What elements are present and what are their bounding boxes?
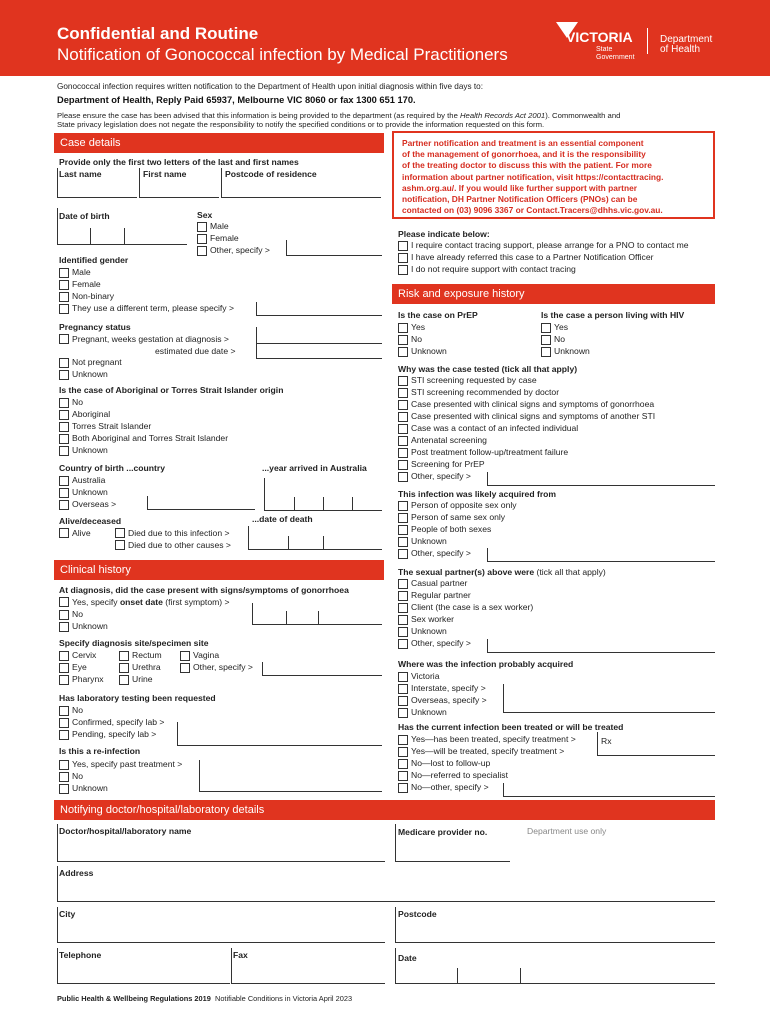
site-col1-2-checkbox[interactable]	[59, 675, 69, 685]
why-tested-1-checkbox[interactable]	[398, 388, 408, 398]
privacy-part-a: Please ensure the case has been advised that this information is being provided to the department (as required by the	[57, 111, 460, 120]
gender-0-checkbox[interactable]	[59, 268, 69, 278]
medicare-label: Medicare provider no.	[398, 827, 488, 837]
fax-field[interactable]	[231, 948, 385, 984]
why-tested-label: Why was the case tested (tick all that apply)	[398, 364, 578, 374]
atsi-0-checkbox[interactable]	[59, 398, 69, 408]
date-divider-2	[520, 968, 521, 984]
logo-state: State	[596, 46, 613, 53]
notice-line: notification, DH Partner Notification Officers (PNOs) can be	[402, 194, 638, 204]
where-1-label: Interstate, specify >	[411, 683, 486, 693]
lab-0-label: No	[72, 705, 83, 715]
why-tested-5-checkbox[interactable]	[398, 436, 408, 446]
victoria-logo	[556, 22, 656, 66]
dept-use-label: Department use only	[527, 826, 607, 836]
why-tested-4-label: Case was a contact of an infected individual	[411, 423, 579, 433]
clinical-header: Clinical history	[54, 560, 384, 580]
pregnant-checkbox[interactable]	[59, 334, 69, 344]
site-col1-2-label: Pharynx	[72, 674, 104, 684]
signs-yes-checkbox[interactable]	[59, 597, 69, 607]
privacy-act: Health Records Act 2001	[460, 111, 546, 120]
partner-5-label: Other, specify >	[411, 638, 471, 648]
country-1-checkbox[interactable]	[59, 488, 69, 498]
sex-other-field[interactable]	[286, 240, 382, 256]
pregnant-label: Pregnant, weeks gestation at diagnosis >	[72, 334, 229, 344]
partner-label	[398, 567, 606, 578]
sex-1-label: Female	[210, 233, 239, 243]
reinfection-2-label: Unknown	[72, 783, 108, 793]
hiv-2-label: Unknown	[554, 346, 590, 356]
atsi-2-checkbox[interactable]	[59, 422, 69, 432]
where-3-checkbox[interactable]	[398, 708, 408, 718]
why-tested-8-checkbox[interactable]	[398, 472, 408, 482]
pregnancy-1-checkbox[interactable]	[59, 370, 69, 380]
why-tested-3-label: Case presented with clinical signs and symptoms of another STI	[411, 411, 656, 421]
gender-1-checkbox[interactable]	[59, 280, 69, 290]
signs-onset: onset date	[119, 597, 163, 607]
where-0-label: Victoria	[411, 671, 440, 681]
onset-divider-2	[318, 611, 319, 625]
country-2-checkbox[interactable]	[59, 500, 69, 510]
atsi-1-label: Aboriginal	[72, 409, 111, 419]
sex-label: Sex	[197, 210, 213, 220]
page-title: Confidential and Routine	[57, 24, 259, 43]
footer-text	[57, 993, 352, 1004]
atsi-0-label: No	[72, 397, 83, 407]
date-label: Date	[398, 953, 417, 963]
gender-2-label: Non-binary	[72, 291, 115, 301]
site-col1-1-label: Eye	[72, 662, 87, 672]
where-label: Where was the infection probably acquired	[398, 659, 574, 669]
department-name-2: of Health	[660, 44, 701, 55]
city-field[interactable]	[57, 907, 385, 943]
privacy-text-2: State privacy legislation does not negate the responsibility to notify the specified conditions or to provide the information requested on this form.	[57, 120, 545, 129]
reinfection-1-checkbox[interactable]	[59, 772, 69, 782]
prep-1-checkbox[interactable]	[398, 335, 408, 345]
why-tested-6-checkbox[interactable]	[398, 448, 408, 458]
sex-2-checkbox[interactable]	[197, 246, 207, 256]
died-infection-checkbox[interactable]	[115, 528, 125, 538]
why-tested-2-checkbox[interactable]	[398, 400, 408, 410]
site-col3-1-checkbox[interactable]	[180, 663, 190, 673]
site-label: Specify diagnosis site/specimen site	[59, 638, 209, 648]
gender-other-field[interactable]	[256, 302, 382, 316]
sex-2-label: Other, specify >	[210, 245, 270, 255]
atsi-3-label: Both Aboriginal and Torres Strait Islander	[72, 433, 229, 443]
signs-1-checkbox[interactable]	[59, 622, 69, 632]
country-0-checkbox[interactable]	[59, 476, 69, 486]
treated-2-checkbox[interactable]	[398, 759, 408, 769]
notice-line: of the treating doctor to discuss this with the patient. For more	[402, 160, 652, 171]
indicate-2-checkbox[interactable]	[398, 265, 408, 275]
lab-field[interactable]	[177, 722, 382, 746]
lab-0-checkbox[interactable]	[59, 706, 69, 716]
why-other-field[interactable]	[487, 472, 715, 486]
why-tested-0-label: STI screening requested by case	[411, 375, 537, 385]
site-col2-0-label: Rectum	[132, 650, 162, 660]
privacy-part-c: ). Commonwealth and	[545, 111, 621, 120]
gender-0-label: Male	[72, 267, 91, 277]
due-date-field[interactable]	[256, 343, 382, 359]
gestation-field[interactable]	[256, 327, 382, 344]
treated-label: Has the current infection been treated or will be treated	[398, 722, 624, 732]
dob-field[interactable]	[57, 208, 187, 245]
treated-2-label: No—lost to follow-up	[411, 758, 491, 768]
site-col3-1-label: Other, specify >	[193, 662, 253, 672]
dob-divider-1	[90, 228, 91, 245]
postcode-field-label: Postcode	[398, 909, 437, 919]
partner-1-label: Regular partner	[411, 590, 471, 600]
country-label: Country of birth ...country	[59, 463, 165, 473]
where-2-label: Overseas, specify >	[411, 695, 487, 705]
treated-0-checkbox[interactable]	[398, 735, 408, 745]
gender-3-label: They use a different term, please specify >	[72, 303, 235, 313]
city-label: City	[59, 909, 76, 919]
atsi-label: Is the case of Aboriginal or Torres Strait Islander origin	[59, 385, 284, 395]
risk-header: Risk and exposure history	[392, 284, 715, 304]
alive-checkbox[interactable]	[59, 528, 69, 538]
provide-names-label: Provide only the first two letters of the last and first names	[59, 157, 299, 167]
indicate-0-label: I require contact tracing support, please arrange for a PNO to contact me	[411, 240, 689, 250]
died-infection-option: Died due to this infection >	[128, 528, 230, 538]
why-tested-4-checkbox[interactable]	[398, 424, 408, 434]
onset-divider-1	[286, 611, 287, 625]
site-other-field[interactable]	[262, 662, 382, 676]
address-postcode-field[interactable]	[395, 907, 715, 943]
site-col2-1-checkbox[interactable]	[119, 663, 129, 673]
pregnancy-0-checkbox[interactable]	[59, 358, 69, 368]
year-divider-2	[323, 497, 324, 511]
why-tested-8-label: Other, specify >	[411, 471, 471, 481]
past-treatment-field[interactable]	[199, 760, 382, 792]
partner-3-label: Sex worker	[411, 614, 454, 624]
reinfection-0-label: Yes, specify past treatment >	[72, 759, 183, 769]
page-header	[0, 0, 770, 76]
death-date-label: ...date of death	[252, 514, 313, 524]
postcode-label: Postcode of residence	[225, 169, 317, 179]
partner-0-checkbox[interactable]	[398, 579, 408, 589]
partner-0-label: Casual partner	[411, 578, 468, 588]
logo-word: VICTORIA	[566, 29, 633, 45]
hiv-label: Is the case a person living with HIV	[541, 310, 685, 320]
indicate-1-label: I have already referred this case to a Partner Notification Officer	[411, 252, 654, 262]
where-3-label: Unknown	[411, 707, 447, 717]
prep-2-checkbox[interactable]	[398, 347, 408, 357]
doctor-name-label: Doctor/hospital/laboratory name	[59, 826, 192, 836]
prep-1-label: No	[411, 334, 422, 344]
signs-yes-c: (first symptom) >	[162, 597, 230, 607]
reinfection-1-label: No	[72, 771, 83, 781]
atsi-3-checkbox[interactable]	[59, 434, 69, 444]
partner-4-label: Unknown	[411, 626, 447, 636]
due-date-label: estimated due date >	[155, 346, 236, 356]
acquired-1-checkbox[interactable]	[398, 513, 408, 523]
partner-3-checkbox[interactable]	[398, 615, 408, 625]
why-tested-2-label: Case presented with clinical signs and symptoms of gonorrhoea	[411, 399, 655, 409]
intro-text: Gonococcal infection requires written notification to the Department of Health upon initial diagnosis within five days to:	[57, 82, 483, 91]
why-tested-0-checkbox[interactable]	[398, 376, 408, 386]
death-divider-1	[288, 536, 289, 550]
why-tested-1-label: STI screening recommended by doctor	[411, 387, 560, 397]
address-label: Address	[59, 868, 94, 878]
gender-1-label: Female	[72, 279, 101, 289]
site-col3-0-label: Vagina	[193, 650, 220, 660]
signs-0-label: No	[72, 609, 83, 619]
indicate-0-checkbox[interactable]	[398, 241, 408, 251]
country-1-label: Unknown	[72, 487, 108, 497]
death-divider-2	[323, 536, 324, 550]
site-col2-2-label: Urine	[132, 674, 153, 684]
partner-5-checkbox[interactable]	[398, 639, 408, 649]
signs-yes-label	[72, 597, 230, 608]
acquired-3-label: Unknown	[411, 536, 447, 546]
partner-4-checkbox[interactable]	[398, 627, 408, 637]
where-0-checkbox[interactable]	[398, 672, 408, 682]
hiv-0-label: Yes	[554, 322, 569, 332]
rx-label: Rx	[601, 736, 612, 746]
signs-yes-a: Yes, specify	[72, 597, 120, 607]
prep-0-checkbox[interactable]	[398, 323, 408, 333]
alive-label: Alive/deceased	[59, 516, 122, 526]
sex-1-checkbox[interactable]	[197, 234, 207, 244]
dob-divider-2	[124, 228, 125, 245]
acquired-0-checkbox[interactable]	[398, 501, 408, 511]
department-name-1: Department	[660, 34, 713, 45]
partner-2-checkbox[interactable]	[398, 603, 408, 613]
hiv-1-label: No	[554, 334, 565, 344]
date-field[interactable]	[395, 948, 715, 984]
dob-label: Date of birth	[59, 211, 110, 221]
lab-1-label: Confirmed, specify lab >	[72, 717, 165, 727]
why-tested-5-label: Antenatal screening	[411, 435, 487, 445]
acquired-0-label: Person of opposite sex only	[411, 500, 517, 510]
signs-label: At diagnosis, did the case present with signs/symptoms of gonorrhoea	[59, 585, 349, 595]
lab-2-label: Pending, specify lab >	[72, 729, 157, 739]
treated-3-label: No—referred to specialist	[411, 770, 508, 780]
notice-line: Partner notification and treatment is an essential component	[402, 138, 644, 148]
pregnancy-0-label: Not pregnant	[72, 357, 122, 367]
acquired-3-checkbox[interactable]	[398, 537, 408, 547]
prep-0-label: Yes	[411, 322, 426, 332]
notice-line: of the management of gonorrhoea, and it is the responsibility	[402, 149, 646, 160]
why-tested-7-label: Screening for PrEP	[411, 459, 485, 469]
treated-4-label: No—other, specify >	[411, 782, 489, 792]
atsi-4-checkbox[interactable]	[59, 446, 69, 456]
treated-1-label: Yes—will be treated, specify treatment >	[411, 746, 565, 756]
last-name-label: Last name	[59, 169, 102, 179]
signs-0-checkbox[interactable]	[59, 610, 69, 620]
atsi-2-label: Torres Strait Islander	[72, 421, 152, 431]
indicate-2-label: I do not require support with contact tracing	[411, 264, 576, 274]
page-subtitle: Notification of Gonococcal infection by Medical Practitioners	[57, 45, 508, 64]
acquired-4-label: Other, specify >	[411, 548, 471, 558]
gender-label: Identified gender	[59, 255, 129, 265]
notifying-header: Notifying doctor/hospital/laboratory details	[54, 800, 715, 820]
sex-0-checkbox[interactable]	[197, 222, 207, 232]
lab-label: Has laboratory testing been requested	[59, 693, 216, 703]
site-col1-0-label: Cervix	[72, 650, 97, 660]
first-name-field[interactable]	[139, 168, 219, 198]
reinfection-2-checkbox[interactable]	[59, 784, 69, 794]
telephone-field[interactable]	[57, 948, 230, 984]
death-date-field[interactable]	[248, 526, 382, 550]
site-col1-1-checkbox[interactable]	[59, 663, 69, 673]
died-other-checkbox[interactable]	[115, 540, 125, 550]
indicate-label: Please indicate below:	[398, 229, 490, 239]
reinfection-0-checkbox[interactable]	[59, 760, 69, 770]
footer-regulations: Public Health & Wellbeing Regulations 2019	[57, 994, 211, 1003]
why-tested-3-checkbox[interactable]	[398, 412, 408, 422]
fax-label: Fax	[233, 950, 248, 960]
country-2-label: Overseas >	[72, 499, 117, 509]
lab-2-checkbox[interactable]	[59, 730, 69, 740]
site-col2-0-checkbox[interactable]	[119, 651, 129, 661]
acquired-4-checkbox[interactable]	[398, 549, 408, 559]
site-col1-0-checkbox[interactable]	[59, 651, 69, 661]
acquired-2-label: People of both sexes	[411, 524, 492, 534]
year-divider-3	[352, 497, 353, 511]
treated-4-checkbox[interactable]	[398, 783, 408, 793]
partner-label-note: (tick all that apply)	[534, 567, 606, 577]
country-other-field[interactable]	[147, 496, 255, 510]
doctor-name-field[interactable]	[57, 824, 385, 862]
postcode-field[interactable]	[221, 168, 381, 198]
treatment-field[interactable]	[597, 732, 715, 756]
where-1-checkbox[interactable]	[398, 684, 408, 694]
reinfection-label: Is this a re-infection	[59, 746, 141, 756]
onset-date-field[interactable]	[252, 603, 382, 625]
notice-line: information about partner notification, visit https://contacttracing.	[402, 171, 664, 182]
lab-1-checkbox[interactable]	[59, 718, 69, 728]
partner-2-label: Client (the case is a sex worker)	[411, 602, 534, 612]
where-other-field[interactable]	[503, 684, 715, 713]
gender-3-checkbox[interactable]	[59, 304, 69, 314]
treated-0-label: Yes—has been treated, specify treatment >	[411, 734, 576, 744]
last-name-field[interactable]	[57, 168, 137, 198]
hiv-2-checkbox[interactable]	[541, 347, 551, 357]
sex-0-label: Male	[210, 221, 229, 231]
logo-government: Government	[596, 54, 635, 61]
year-divider-1	[294, 497, 295, 511]
hiv-0-checkbox[interactable]	[541, 323, 551, 333]
year-label: ...year arrived in Australia	[262, 463, 367, 473]
telephone-label: Telephone	[59, 950, 102, 960]
hiv-1-checkbox[interactable]	[541, 335, 551, 345]
notice-line: ashm.org.au/. If you would like further support with partner	[402, 182, 637, 193]
acquired-2-checkbox[interactable]	[398, 525, 408, 535]
footer-conditions: Notifiable Conditions in Victoria April 2023	[214, 994, 353, 1003]
prep-label: Is the case on PrEP	[398, 310, 478, 320]
site-col2-2-checkbox[interactable]	[119, 675, 129, 685]
notice-line: contacted on (03) 9096 3367 or Contact.Tracers@dhhs.vic.gov.au.	[402, 205, 663, 216]
partner-other-field[interactable]	[487, 639, 715, 653]
alive-option: Alive	[72, 528, 91, 538]
atsi-4-label: Unknown	[72, 445, 108, 455]
atsi-1-checkbox[interactable]	[59, 410, 69, 420]
acquired-other-field[interactable]	[487, 548, 715, 562]
signs-1-label: Unknown	[72, 621, 108, 631]
medicare-field[interactable]	[395, 824, 510, 862]
reply-address: Department of Health, Reply Paid 65937, Melbourne VIC 8060 or fax 1300 651 170.	[57, 95, 416, 105]
gender-2-checkbox[interactable]	[59, 292, 69, 302]
treated-3-checkbox[interactable]	[398, 771, 408, 781]
prep-2-label: Unknown	[411, 346, 447, 356]
treated-other-field[interactable]	[503, 783, 715, 797]
logo-divider	[647, 28, 648, 54]
died-other-option: Died due to other causes >	[128, 540, 231, 550]
first-name-label: First name	[143, 169, 187, 179]
site-col3-0-checkbox[interactable]	[180, 651, 190, 661]
case-details-header: Case details	[54, 133, 384, 153]
pregnancy-1-label: Unknown	[72, 369, 108, 379]
where-2-checkbox[interactable]	[398, 696, 408, 706]
acquired-label: This infection was likely acquired from	[398, 489, 557, 499]
pregnancy-label: Pregnancy status	[59, 322, 131, 332]
country-0-label: Australia	[72, 475, 106, 485]
partner-label-bold: The sexual partner(s) above were	[398, 567, 535, 577]
acquired-1-label: Person of same sex only	[411, 512, 506, 522]
indicate-1-checkbox[interactable]	[398, 253, 408, 263]
treated-1-checkbox[interactable]	[398, 747, 408, 757]
address-field[interactable]	[57, 866, 715, 902]
why-tested-6-label: Post treatment follow-up/treatment failure	[411, 447, 569, 457]
why-tested-7-checkbox[interactable]	[398, 460, 408, 470]
partner-1-checkbox[interactable]	[398, 591, 408, 601]
site-col2-1-label: Urethra	[132, 662, 161, 672]
date-divider-1	[457, 968, 458, 984]
